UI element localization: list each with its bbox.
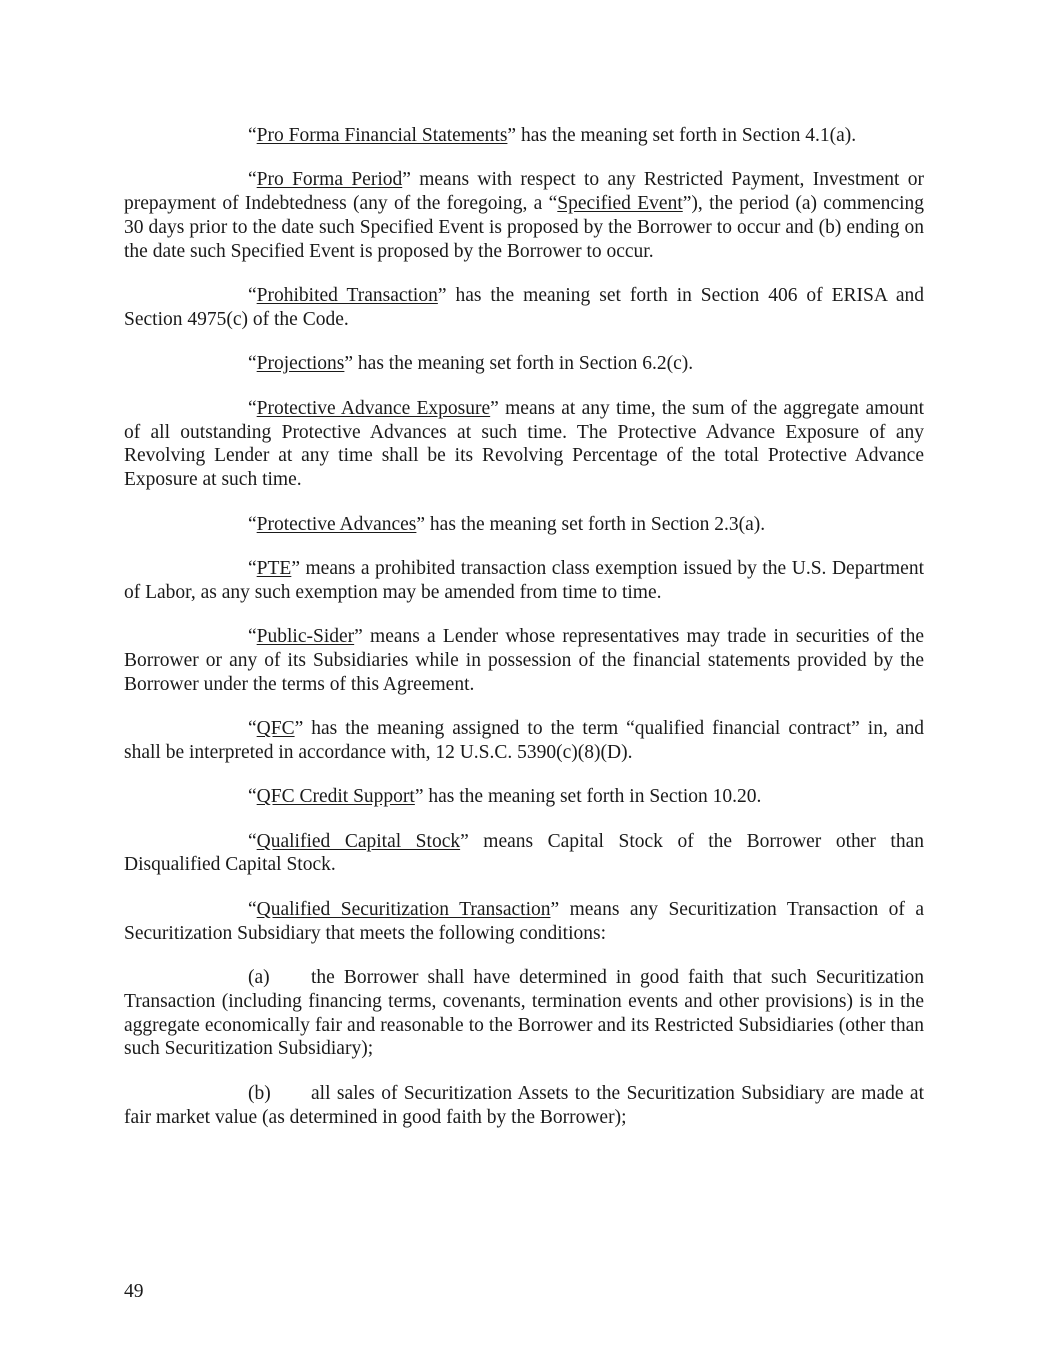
defined-term: Protective Advances xyxy=(256,513,417,535)
definition-qualified-securitization-transaction xyxy=(124,898,924,946)
definition-text: ” means any Securitization Transaction of a Securitization Subsidiary that meets the following conditions: xyxy=(124,898,924,944)
open-quote: “ xyxy=(248,718,257,740)
open-quote: “ xyxy=(248,125,257,146)
definition-text: ” has the meaning set forth in Section 2.3(a). xyxy=(416,513,766,535)
clause-b xyxy=(124,1082,924,1130)
definition-text: ” has the meaning set forth in Section 4.1(a). xyxy=(507,125,857,146)
definition-public-sider xyxy=(124,625,924,696)
definition-prohibited-transaction xyxy=(124,284,924,332)
defined-term: Pro Forma Period xyxy=(256,169,403,191)
defined-term: Qualified Securitization Transaction xyxy=(256,898,551,920)
definition-text: ” means Capital Stock of the Borrower other than Disqualified Capital Stock. xyxy=(124,830,924,876)
definition-projections xyxy=(124,352,924,376)
clause-label: (a) xyxy=(248,967,270,989)
defined-term: Protective Advance Exposure xyxy=(256,397,491,419)
defined-term: Public-Sider xyxy=(256,626,355,648)
definition-text: ” means at any time, the sum of the aggregate amount of all outstanding Protective Advances at such time. The Protective Advance Exposure of any Revolving Lender at any time shall be its Revolving Percentage of the total Protective Advance Exposure at such time. xyxy=(124,397,924,491)
clause-label: (b) xyxy=(248,1082,271,1104)
defined-term: Qualified Capital Stock xyxy=(256,830,461,852)
defined-term: PTE xyxy=(256,557,292,579)
open-quote: “ xyxy=(248,169,257,191)
definition-text: ” has the meaning set forth in Section 406 of ERISA and Section 4975(c) of the Code. xyxy=(124,285,924,330)
open-quote: “ xyxy=(248,513,257,535)
defined-subterm: Specified Event xyxy=(557,193,683,215)
definition-text: ” has the meaning set forth in Section 6.2(c). xyxy=(344,353,694,375)
page-number: 49 xyxy=(124,1281,144,1302)
definition-text: ” has the meaning assigned to the term “qualified financial contract” in, and shall be interpreted in accordance with, 12 U.S.C. 5390(c)(8)(D). xyxy=(124,718,924,763)
open-quote: “ xyxy=(248,898,257,920)
definition-qfc xyxy=(124,717,924,765)
definition-text: ” has the meaning set forth in Section 10.20. xyxy=(414,786,762,808)
clause-text: all sales of Securitization Assets to the Securitization Subsidiary are made at fair market value (as determined in good faith by the Borrower); xyxy=(124,1082,924,1128)
definition-protective-advance-exposure xyxy=(124,397,924,492)
open-quote: “ xyxy=(248,397,257,419)
defined-term: QFC xyxy=(256,718,295,740)
document-body xyxy=(124,124,924,1129)
definition-text: ” means with respect to any Restricted Payment, Investment or prepayment of Indebtedness (any of the foregoing, a “ xyxy=(124,169,924,215)
clause-text: the Borrower shall have determined in good faith that such Securitization Transaction (including financing terms, covenants, termination events and other provisions) is in the aggregate economically fair and reasonable to the Borrower and its Restricted Subsidiaries (other than such Securitization Subsidiary); xyxy=(124,967,924,1060)
defined-term: Prohibited Transaction xyxy=(256,285,438,307)
definition-qualified-capital-stock xyxy=(124,830,924,878)
definition-text: ”), the period (a) commencing 30 days prior to the date such Specified Event is proposed by the Borrower to occur and (b) ending on the date such Specified Event is proposed by the Borrower to occur. xyxy=(124,193,924,262)
open-quote: “ xyxy=(248,353,257,375)
definition-qfc-credit-support xyxy=(124,785,924,809)
definition-pte xyxy=(124,557,924,605)
open-quote: “ xyxy=(248,626,257,648)
defined-term: Projections xyxy=(256,353,345,375)
open-quote: “ xyxy=(248,285,257,307)
open-quote: “ xyxy=(248,557,257,579)
definition-protective-advances xyxy=(124,513,924,537)
defined-term: Pro Forma Financial Statements xyxy=(256,125,508,146)
defined-term: QFC Credit Support xyxy=(256,786,415,808)
definition-pro-forma-financial-statements xyxy=(124,124,924,148)
open-quote: “ xyxy=(248,830,257,852)
open-quote: “ xyxy=(248,786,257,808)
definition-text: ” means a prohibited transaction class exemption issued by the U.S. Department of Labor, as any such exemption may be amended from time to time. xyxy=(124,557,924,603)
clause-a xyxy=(124,966,924,1061)
definition-pro-forma-period xyxy=(124,168,924,263)
definition-text: ” means a Lender whose representatives may trade in securities of the Borrower or any of its Subsidiaries while in possession of the financial statements provided by the Borrower under the terms of this Agreement. xyxy=(124,626,924,695)
